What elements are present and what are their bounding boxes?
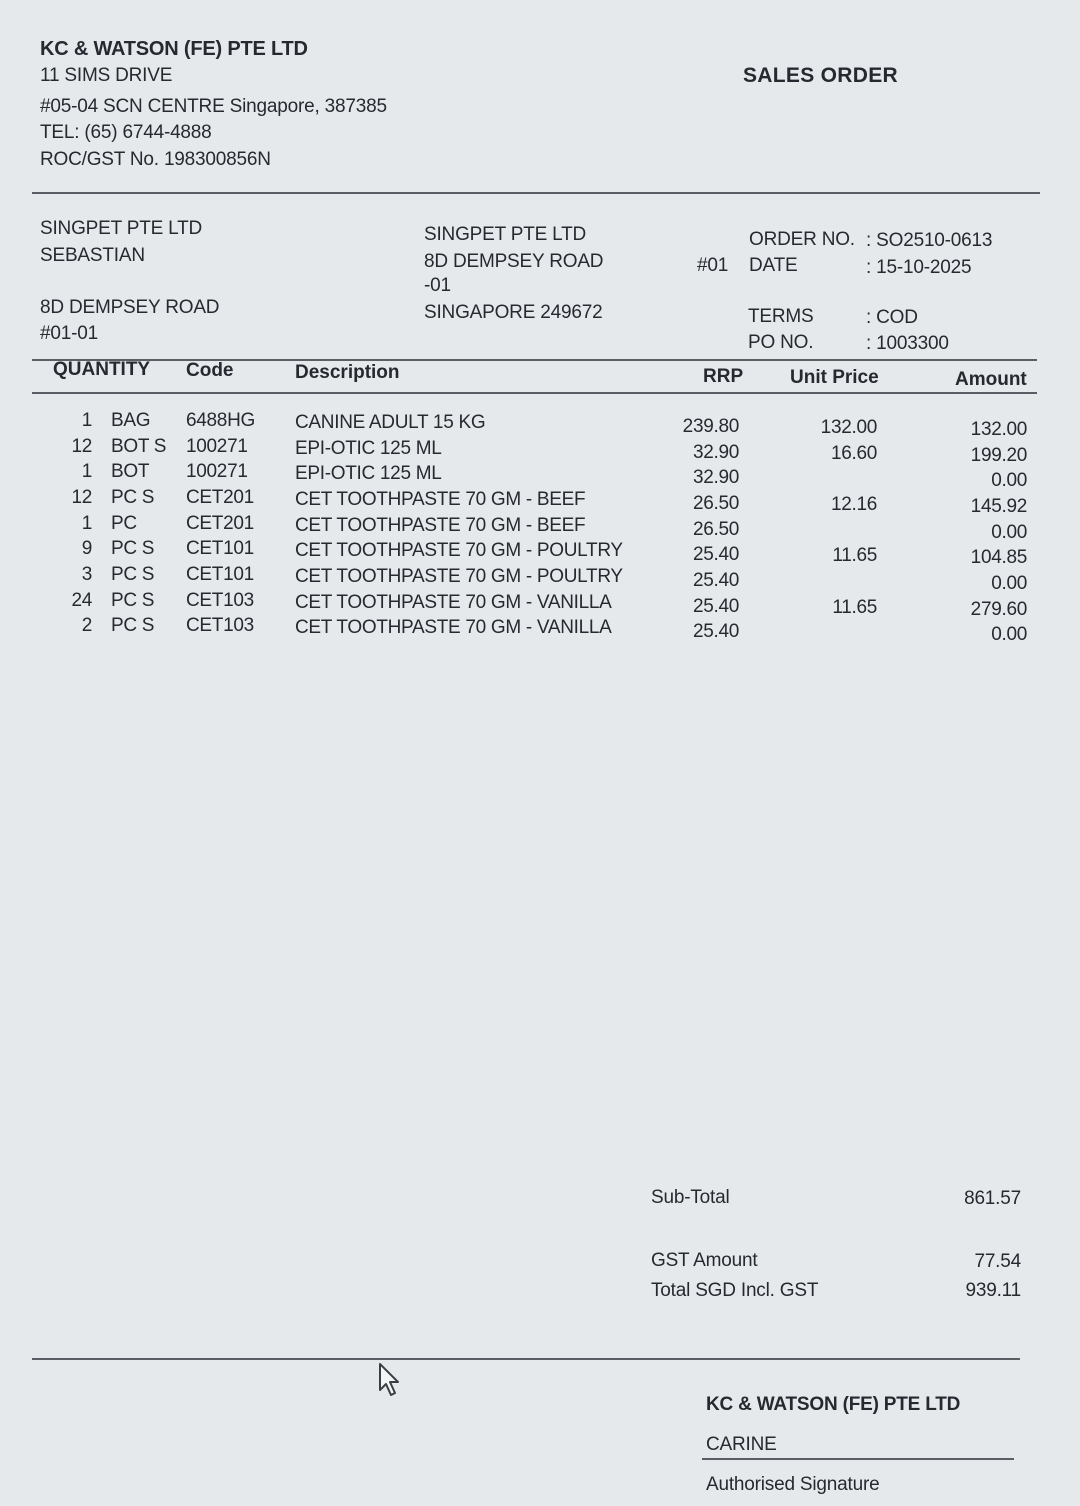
order-no-value: : SO2510-0613 <box>866 230 993 251</box>
row-uom: PC S <box>111 564 155 585</box>
row-description: CET TOOTHPASTE 70 GM - POULTRY <box>295 540 623 561</box>
bill-to-line3: 8D DEMPSEY ROAD <box>40 297 220 318</box>
row-qty: 2 <box>81 615 92 636</box>
po-value: : 1003300 <box>866 333 949 354</box>
ship-to-line4: SINGAPORE 249672 <box>424 302 603 323</box>
row-description: CET TOOTHPASTE 70 GM - VANILLA <box>295 592 612 613</box>
row-code: CET103 <box>186 590 254 611</box>
row-code: 100271 <box>186 461 248 482</box>
col-unit-price: Unit Price <box>790 367 879 388</box>
table-header-top-rule <box>32 359 1037 361</box>
company-roc: ROC/GST No. 198300856N <box>40 149 271 170</box>
company-tel: TEL: (65) 6744-4888 <box>40 122 212 143</box>
row-unit-price: 11.65 <box>832 597 877 618</box>
row-uom: PC S <box>111 615 155 636</box>
terms-value: : COD <box>866 307 918 328</box>
gst-value: 77.54 <box>974 1251 1021 1272</box>
row-description: CET TOOTHPASTE 70 GM - BEEF <box>295 489 586 510</box>
col-code: Code <box>186 360 234 381</box>
company-address-2: #05-04 SCN CENTRE Singapore, 387385 <box>40 96 387 117</box>
row-qty: 9 <box>81 538 92 559</box>
signature-line <box>702 1458 1014 1460</box>
row-qty: 1 <box>81 513 92 534</box>
date-value: : 15-10-2025 <box>866 257 972 278</box>
row-qty: 12 <box>71 487 92 508</box>
col-amount: Amount <box>955 369 1027 390</box>
bill-to-line1: SINGPET PTE LTD <box>40 218 203 239</box>
gst-label: GST Amount <box>651 1250 758 1271</box>
table-row <box>0 461 1080 491</box>
row-unit-price: 16.60 <box>830 443 877 464</box>
bill-to-line4: #01-01 <box>40 323 98 344</box>
row-qty: 24 <box>71 590 92 611</box>
total-label: Total SGD Incl. GST <box>651 1280 819 1301</box>
row-amount: 145.92 <box>970 496 1027 517</box>
signature-company: KC & WATSON (FE) PTE LTD <box>706 1394 961 1415</box>
row-uom: PC S <box>111 590 155 611</box>
table-row <box>0 590 1080 620</box>
row-unit-price: 132.00 <box>820 417 877 438</box>
row-uom: BAG <box>111 410 151 431</box>
row-amount: 0.00 <box>991 573 1027 594</box>
row-code: CET101 <box>186 564 254 585</box>
row-amount: 0.00 <box>991 624 1027 645</box>
date-label: DATE <box>749 255 798 276</box>
row-description: CET TOOTHPASTE 70 GM - BEEF <box>295 515 586 536</box>
order-no-label: ORDER NO. <box>749 229 855 250</box>
row-code: 100271 <box>186 436 248 457</box>
header-divider <box>32 192 1040 194</box>
row-rrp: 25.40 <box>692 596 739 617</box>
row-qty: 1 <box>81 410 92 431</box>
row-rrp: 239.80 <box>682 416 739 437</box>
row-description: CANINE ADULT 15 KG <box>295 412 486 433</box>
row-uom: PC S <box>111 538 155 559</box>
company-address-1: 11 SIMS DRIVE <box>40 65 173 86</box>
row-amount: 0.00 <box>991 470 1027 491</box>
table-row <box>0 436 1080 466</box>
row-description: CET TOOTHPASTE 70 GM - VANILLA <box>295 617 612 638</box>
row-amount: 132.00 <box>970 419 1027 440</box>
row-description: EPI-OTIC 125 ML <box>295 463 442 484</box>
row-rrp: 32.90 <box>692 442 739 463</box>
authorised-signature-label: Authorised Signature <box>706 1474 880 1495</box>
row-qty: 12 <box>71 436 92 457</box>
subtotal-label: Sub-Total <box>651 1187 730 1208</box>
ship-to-line2: 8D DEMPSEY ROAD <box>424 251 604 272</box>
col-description: Description <box>295 362 400 383</box>
row-code: CET101 <box>186 538 254 559</box>
row-qty: 3 <box>81 564 92 585</box>
table-row <box>0 487 1080 517</box>
row-description: CET TOOTHPASTE 70 GM - POULTRY <box>295 566 623 587</box>
row-amount: 0.00 <box>991 522 1027 543</box>
signature-name: CARINE <box>706 1434 777 1455</box>
row-rrp: 25.40 <box>692 621 739 642</box>
row-uom: PC <box>111 513 137 534</box>
row-qty: 1 <box>81 461 92 482</box>
ship-to-line1: SINGPET PTE LTD <box>424 224 587 245</box>
row-description: EPI-OTIC 125 ML <box>295 438 442 459</box>
table-row <box>0 538 1080 568</box>
table-row <box>0 410 1080 440</box>
table-row <box>0 615 1080 645</box>
row-rrp: 26.50 <box>692 519 739 540</box>
mouse-pointer-icon <box>378 1362 404 1398</box>
table-row <box>0 564 1080 594</box>
ship-to-line3: -01 <box>424 275 451 296</box>
total-value: 939.11 <box>965 1280 1021 1301</box>
row-uom: PC S <box>111 487 155 508</box>
row-rrp: 32.90 <box>692 467 739 488</box>
row-amount: 279.60 <box>970 599 1027 620</box>
subtotal-value: 861.57 <box>964 1188 1021 1209</box>
row-code: CET103 <box>186 615 254 636</box>
row-code: 6488HG <box>186 410 255 431</box>
footer-divider <box>32 1358 1020 1360</box>
row-rrp: 25.40 <box>692 544 739 565</box>
row-rrp: 25.40 <box>692 570 739 591</box>
col-quantity: QUANTITY <box>53 359 151 380</box>
row-uom: BOT <box>111 461 150 482</box>
table-row <box>0 513 1080 543</box>
row-code: CET201 <box>186 487 254 508</box>
col-rrp: RRP <box>703 366 744 387</box>
row-code: CET201 <box>186 513 254 534</box>
terms-label: TERMS <box>748 306 814 327</box>
row-rrp: 26.50 <box>692 493 739 514</box>
table-header-bottom-rule <box>32 392 1037 394</box>
document-title: SALES ORDER <box>743 64 898 87</box>
row-unit-price: 12.16 <box>830 494 877 515</box>
bill-to-line2: SEBASTIAN <box>40 245 145 266</box>
row-unit-price: 11.65 <box>832 545 877 566</box>
row-amount: 104.85 <box>970 547 1027 568</box>
po-label: PO NO. <box>748 332 814 353</box>
row-uom: BOT S <box>111 436 167 457</box>
row-amount: 199.20 <box>970 445 1027 466</box>
unit-reference: #01 <box>697 255 729 276</box>
company-name: KC & WATSON (FE) PTE LTD <box>40 38 308 60</box>
